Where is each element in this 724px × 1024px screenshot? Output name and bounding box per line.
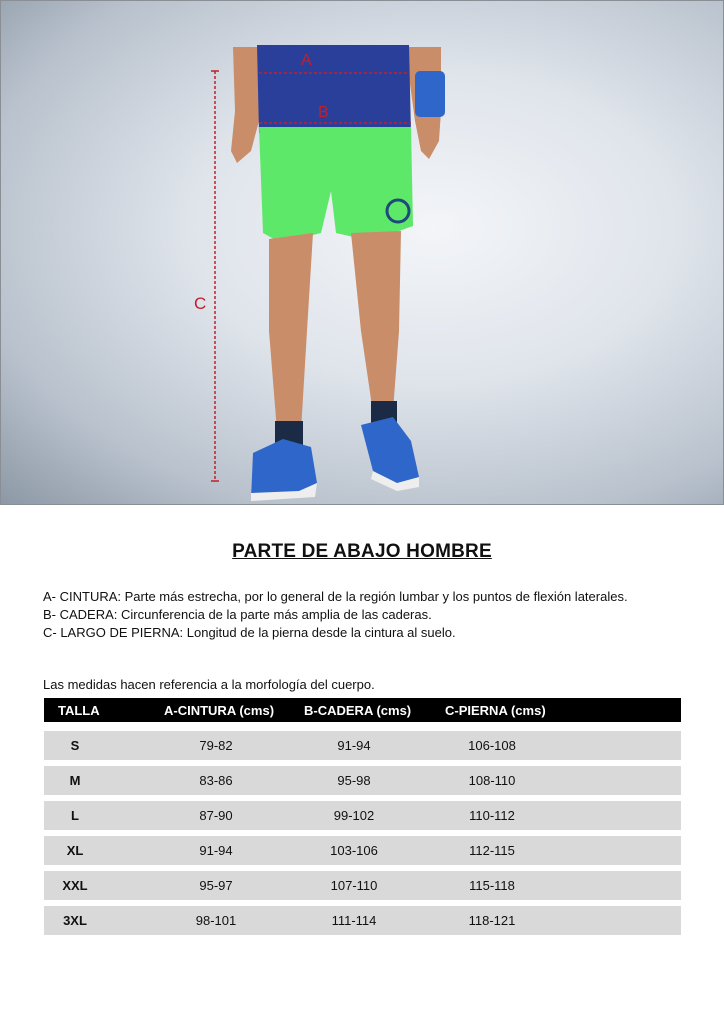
cell-pierna: 118-121 xyxy=(468,913,516,928)
cell-cintura: 79-82 xyxy=(199,738,233,753)
cell-size: S xyxy=(70,738,80,753)
header-talla: TALLA xyxy=(58,703,100,718)
wristband xyxy=(415,71,445,117)
cell-pierna: 110-112 xyxy=(469,808,515,823)
header-cadera: B-CADERA (cms) xyxy=(304,703,412,718)
cell-pierna: 106-108 xyxy=(468,738,516,753)
table-row xyxy=(44,801,681,830)
size-table-header xyxy=(44,698,681,722)
left-leg xyxy=(269,233,313,431)
cell-size: XL xyxy=(66,843,84,858)
cell-cadera: 111-114 xyxy=(331,913,377,928)
cell-cadera: 95-98 xyxy=(337,773,371,788)
cell-cintura: 91-94 xyxy=(199,843,233,858)
cell-size: L xyxy=(71,808,79,823)
shorts xyxy=(259,127,413,243)
cell-size: M xyxy=(69,773,81,788)
right-leg xyxy=(351,231,401,413)
cell-cadera: 107-110 xyxy=(330,878,378,893)
definition-cadera: B- CADERA: Circunferencia de la parte más amplia de las caderas. xyxy=(43,607,432,622)
cell-cintura: 98-101 xyxy=(195,913,237,928)
model-illustration xyxy=(1,1,724,505)
measurement-note: Las medidas hacen referencia a la morfología del cuerpo. xyxy=(43,677,375,692)
cell-size: 3XL xyxy=(63,913,87,928)
label-c: C xyxy=(194,294,207,313)
definitions xyxy=(43,588,628,642)
cell-size: XXL xyxy=(62,878,88,893)
shirt xyxy=(257,45,411,133)
table-row xyxy=(44,906,681,935)
table-row xyxy=(44,871,681,900)
definition-pierna: C- LARGO DE PIERNA: Longitud de la pierna desde la cintura al suelo. xyxy=(43,625,456,640)
label-b: B xyxy=(318,104,329,121)
definition-cintura: A- CINTURA: Parte más estrecha, por lo general de la región lumbar y los puntos de flexión laterales. xyxy=(43,589,628,604)
cell-cadera: 103-106 xyxy=(330,843,378,858)
cell-pierna: 112-115 xyxy=(469,843,515,858)
header-cintura: A-CINTURA (cms) xyxy=(164,703,275,718)
cell-cadera: 91-94 xyxy=(337,738,371,753)
left-arm xyxy=(231,47,261,163)
cell-pierna: 108-110 xyxy=(468,773,516,788)
cell-cintura: 83-86 xyxy=(199,773,233,788)
product-photo xyxy=(0,0,724,505)
table-row xyxy=(44,731,681,760)
cell-cintura: 87-90 xyxy=(199,808,233,823)
cell-cintura: 95-97 xyxy=(199,878,233,893)
page-title: PARTE DE ABAJO HOMBRE xyxy=(232,541,492,562)
cell-pierna: 115-118 xyxy=(469,878,515,893)
table-row xyxy=(44,836,681,865)
right-shoe xyxy=(361,417,419,487)
table-row xyxy=(44,766,681,795)
cell-cadera: 99-102 xyxy=(333,808,375,823)
header-pierna: C-PIERNA (cms) xyxy=(445,703,546,718)
label-a: A xyxy=(301,52,312,69)
